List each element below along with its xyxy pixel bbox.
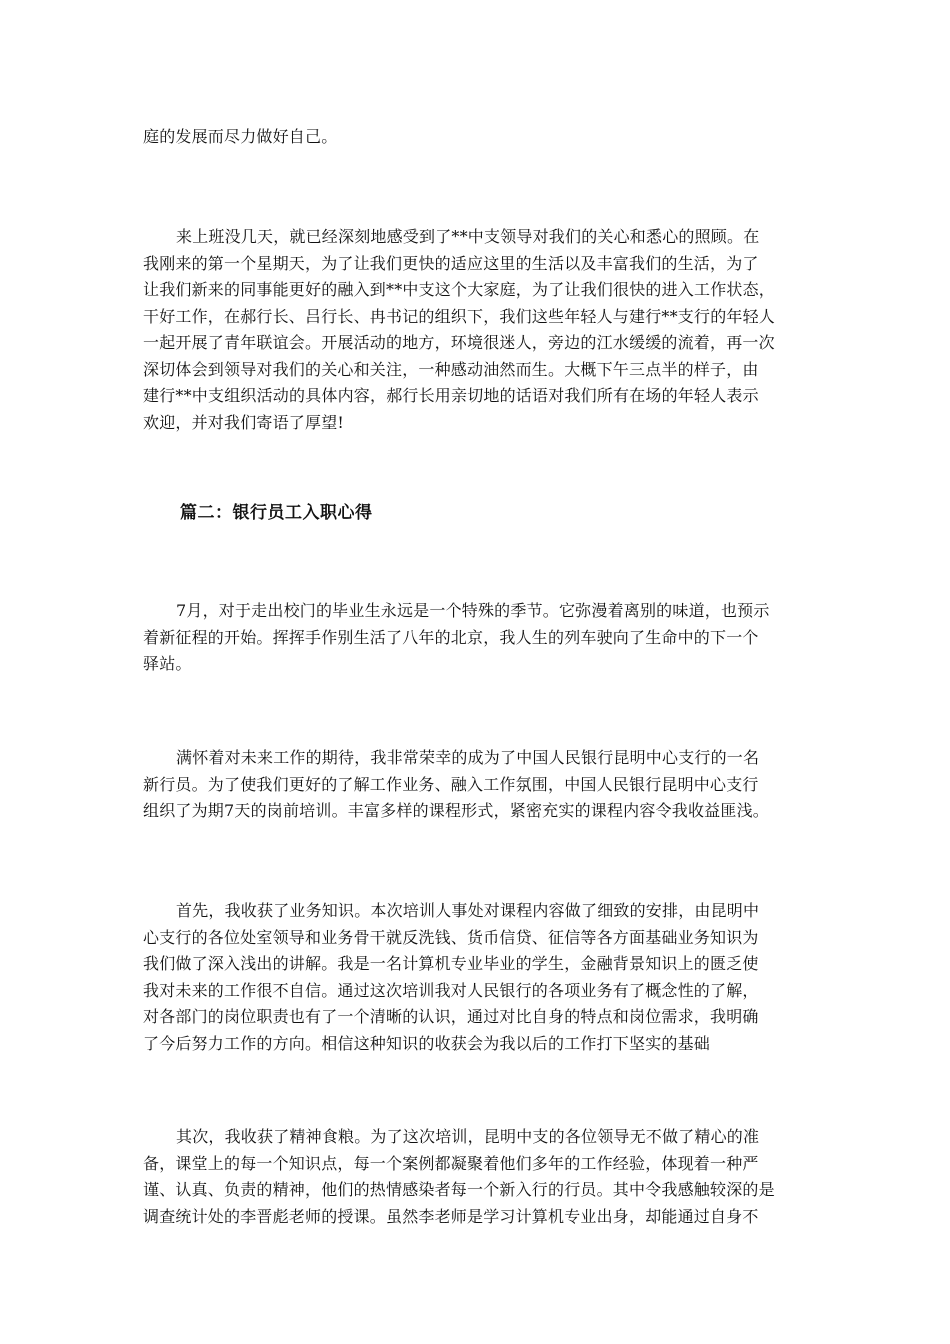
text-line: 来上班没几天，就已经深刻地感受到了**中支领导对我们的关心和悉心的照顾。在 xyxy=(176,227,760,246)
text-line: 谨、认真、负责的精神，他们的热情感染者每一个新入行的行员。其中令我感触较深的是 xyxy=(143,1180,775,1199)
text-line: 备，课堂上的每一个知识点，每一个案例都凝聚着他们多年的工作经验，体现着一种严 xyxy=(143,1153,759,1173)
text-line: 一起开展了青年联谊会。开展活动的地方，环境很迷人，旁边的江水缓缓的流着，再一次 xyxy=(143,333,775,352)
text-line: 欢迎，并对我们寄语了厚望! xyxy=(143,412,345,432)
text-line: 着新征程的开始。挥挥手作别生活了八年的北京，我人生的列车驶向了生命中的下一个 xyxy=(143,627,759,647)
paragraph-spiritual-gain xyxy=(143,1124,813,1230)
text-line: 深切体会到领导对我们的关心和关注，一种感动油然而生。大概下午三点半的样子，由 xyxy=(143,359,759,379)
text-line: 我们做了深入浅出的讲解。我是一名计算机专业毕业的学生，金融背景知识上的匮乏使 xyxy=(143,954,759,973)
text-line: 7月，对于走出校门的毕业生永远是一个特殊的季节。它弥漫着离别的味道，也预示 xyxy=(176,601,770,620)
text-line: 满怀着对未来工作的期待，我非常荣幸的成为了中国人民银行昆明中心支行的一名 xyxy=(176,748,760,767)
paragraph-july xyxy=(143,598,813,678)
text-line: 干好工作，在郝行长、吕行长、冉书记的组织下，我们这些年轻人与建行**支行的年轻人 xyxy=(143,306,776,326)
paragraph-new-staff xyxy=(143,745,813,825)
text-line: 对各部门的岗位职责也有了一个清晰的认识，通过对比自身的特点和岗位需求，我明确 xyxy=(143,1007,759,1026)
text-line: 其次，我收获了精神食粮。为了这次培训，昆明中支的各位领导无不做了精心的准 xyxy=(176,1127,760,1146)
text-line: 新行员。为了使我们更好的了解工作业务、融入工作氛围，中国人民银行昆明中心支行 xyxy=(143,774,759,794)
paragraph-youth-gathering xyxy=(143,224,813,436)
text-line: 庭的发展而尽力做好自己。 xyxy=(143,127,338,146)
text-line: 心支行的各位处室领导和业务骨干就反洗钱、货币信贷、征信等各方面基础业务知识为 xyxy=(143,927,759,947)
section-heading: 篇二：银行员工入职心得 xyxy=(180,503,373,523)
text-line: 我刚来的第一个星期天，为了让我们更快的适应这里的生活以及丰富我们的生活，为了 xyxy=(143,253,759,273)
text-line: 让我们新来的同事能更好的融入到**中支这个大家庭，为了让我们很快的进入工作状态， xyxy=(143,280,776,299)
text-line: 组织了为期7天的岗前培训。丰富多样的课程形式，紧密充实的课程内容令我收益匪浅。 xyxy=(143,801,769,820)
text-line: 调查统计处的李晋彪老师的授课。虽然李老师是学习计算机专业出身，却能通过自身不 xyxy=(143,1206,759,1226)
paragraph-business-knowledge xyxy=(143,898,813,1057)
text-line: 我对未来的工作很不自信。通过这次培训我对人民银行的各项业务有了概念性的了解， xyxy=(143,980,759,1000)
paragraph-continuation xyxy=(143,124,813,151)
text-line: 了今后努力工作的方向。相信这种知识的收获会为我以后的工作打下坚实的基础 xyxy=(143,1033,711,1053)
text-line: 首先，我收获了业务知识。本次培训人事处对课程内容做了细致的安排，由昆明中 xyxy=(176,901,760,920)
text-line: 建行**中支组织活动的具体内容，郝行长用亲切地的话语对我们所有在场的年轻人表示 xyxy=(143,386,759,405)
text-line: 驿站。 xyxy=(143,654,192,673)
